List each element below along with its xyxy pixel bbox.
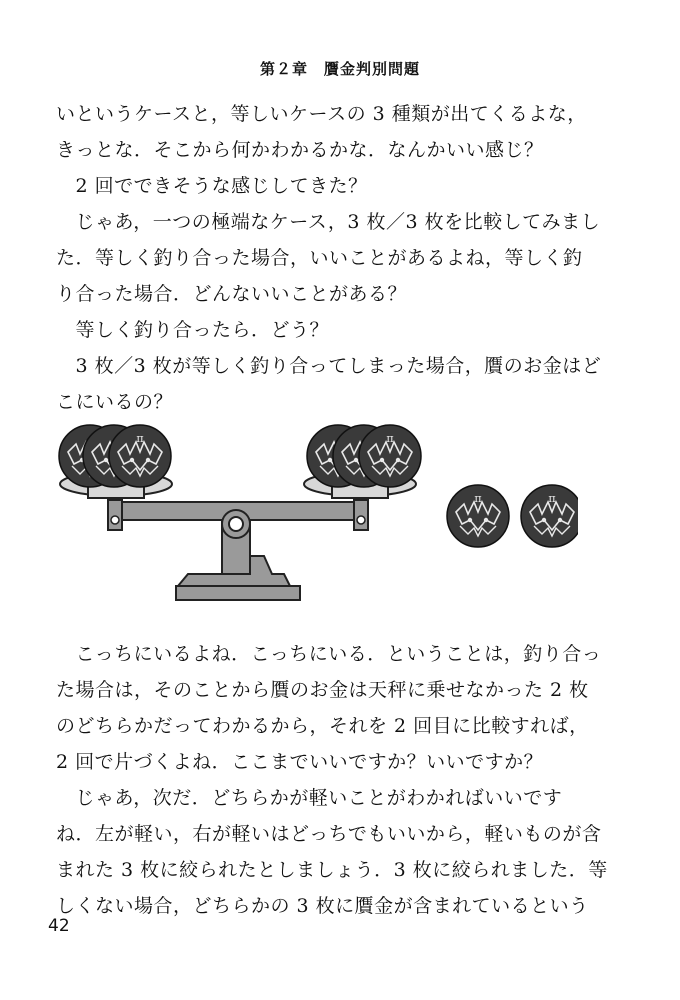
text-line: じゃあ，一つの極端なケース，3 枚／3 枚を比較してみまし (56, 211, 601, 233)
coin-symbol: π (386, 432, 394, 445)
text-line: り合った場合．どんないいことがある？ (56, 283, 408, 305)
text-line: た場合は，そのことから贋のお金は天秤に乗せなかった 2 枚 (56, 679, 589, 701)
paragraph-2 (56, 636, 636, 924)
coin-symbol: π (474, 492, 482, 505)
paragraph-1 (56, 96, 636, 420)
text-line: のどちらかだってわかるから，それを 2 回目に比較すれば， (56, 715, 589, 737)
text-line: 3 枚／3 枚が等しく釣り合ってしまった場合，贋のお金はど (56, 355, 602, 377)
text-line: 2 回で片づくよね．ここまでいいですか？いいですか？ (56, 751, 544, 773)
page-number: 42 (48, 916, 70, 936)
text-line: まれた 3 枚に絞られたとしましょう．3 枚に絞られました．等 (56, 859, 608, 881)
balance-scale-figure (58, 416, 578, 608)
text-line: いというケースと，等しいケースの 3 種類が出てくるよな， (56, 103, 587, 125)
text-line: こにいるの？ (56, 391, 174, 413)
text-line: しくない場合，どちらかの 3 枚に贋金が含まれているという (56, 895, 589, 917)
text-line: こっちにいるよね．こっちにいる．ということは，釣り合っ (56, 643, 602, 665)
text-line: ね．左が軽い，右が軽いはどっちでもいいから，軽いものが含 (56, 823, 602, 845)
text-line: た．等しく釣り合った場合，いいことがあるよね，等しく釣 (56, 247, 583, 269)
balance-scale-illustration (58, 416, 578, 608)
coin-symbol: π (548, 492, 556, 505)
text-line: きっとな．そこから何かわかるかな．なんかいい感じ？ (56, 139, 544, 161)
text-line: 2 回でできそうな感じしてきた？ (56, 175, 368, 197)
text-line: 等しく釣り合ったら．どう？ (56, 319, 330, 341)
chapter-title: 第２章 贋金判別問題 (259, 60, 420, 78)
coin-symbol: π (136, 432, 144, 445)
text-line: じゃあ，次だ．どちらかが軽いことがわかればいいです (56, 787, 563, 809)
